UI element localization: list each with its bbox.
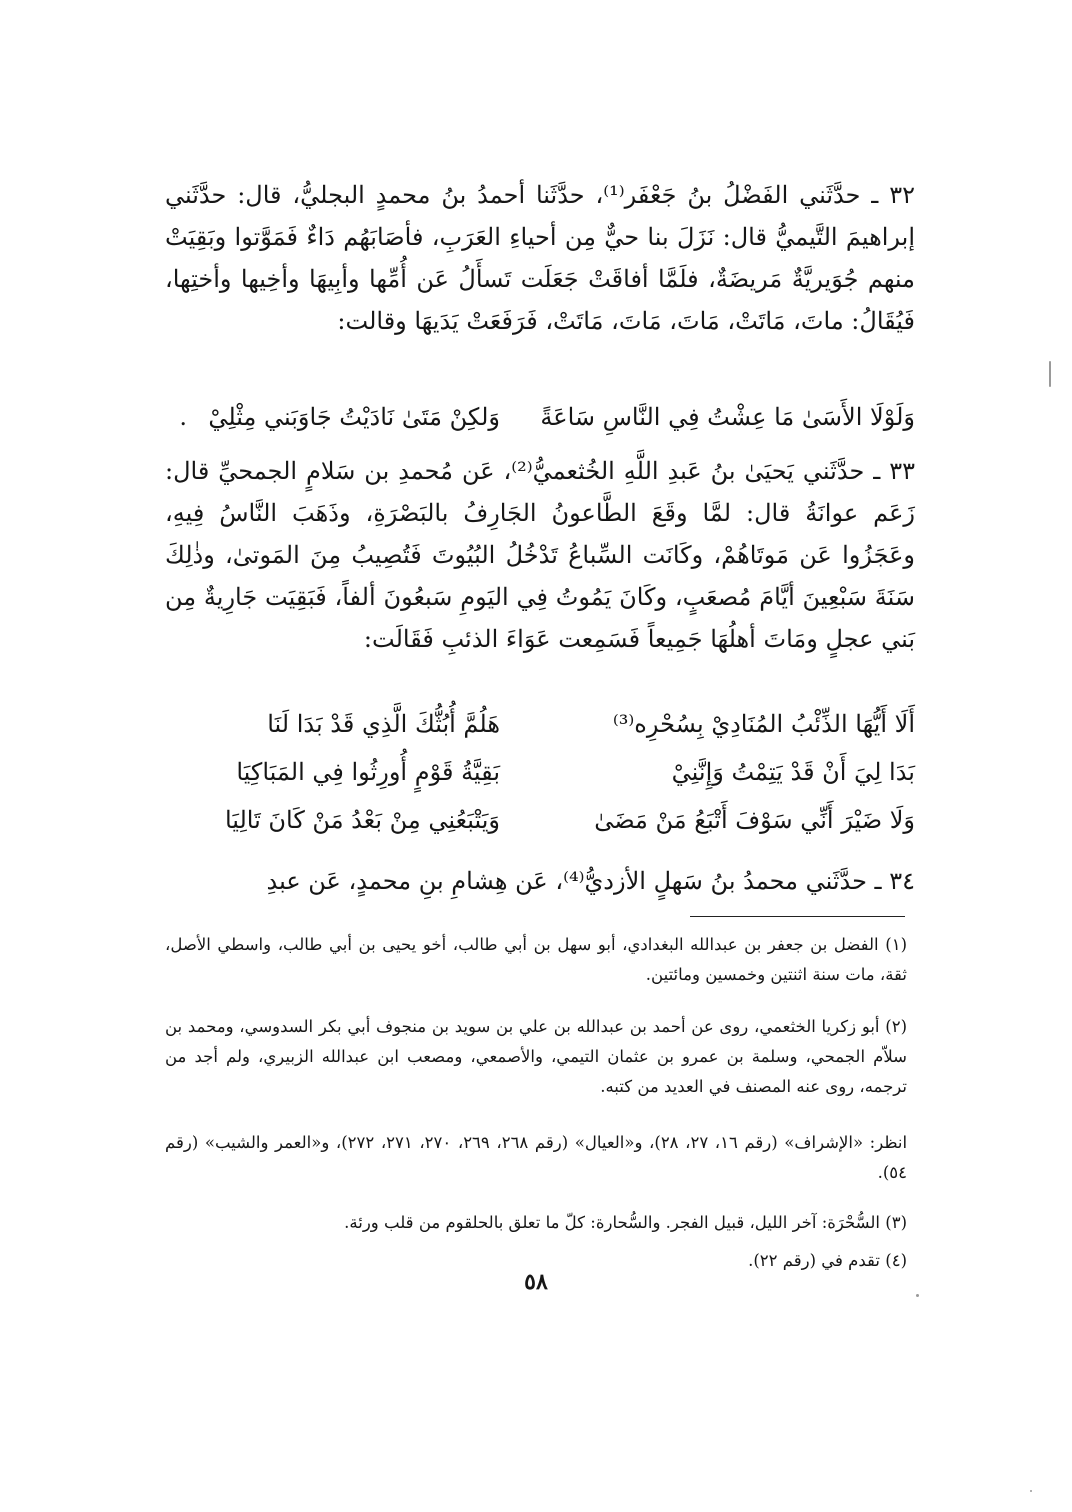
- verse-second-hemistich: وَيَتْبَعُنِي مِنْ بَعْدُ مَنْ كَانَ تَالِيَا: [224, 806, 500, 834]
- poem-33-line-2: [165, 752, 915, 792]
- footnote-1: (١) الفضل بن جعفر بن عبدالله البغدادي، أبو سهل بن أبي طالب، أخو يحيى بن أبي طالب، واسطي الأصل، ثقة، مات سنة اثنتين وخمسين ومائتين.: [165, 935, 907, 984]
- poem-33-line-3: [165, 800, 915, 840]
- footnote-separator: [690, 916, 905, 917]
- verse-end-mark: .: [179, 403, 187, 431]
- verse-second-hemistich: وَلكِنْ مَتَىٰ نَادَيْتُ جَاوَبَني مِثْلِيْ: [208, 403, 500, 431]
- verse-second-hemistich: بَقِيَّةُ قَوْمٍ أُورِثُوا فِي المَبَاكِيَا: [236, 758, 500, 786]
- scan-speck: [916, 1294, 919, 1297]
- scan-speck: [1030, 1490, 1032, 1492]
- scan-speck: [1049, 361, 1051, 387]
- poem-33-line-1: [165, 704, 915, 744]
- footnote-4: (٤) تقدم في (رقم ٢٢).: [748, 1251, 907, 1270]
- footnote-2: (٢) أبو زكريا الخثعمي، روى عن أحمد بن عبدالله بن علي بن سويد بن منجوف أبي بكر السدوسي، ومحمد بن سلاّم الجمحي، وسلمة بن عمرو بن عثمان التيمي، والأصمعي، ومصعب ابن عبدالله الزبيري، ولم أجد من ترجمه، روى عنه المصنف في العديد من كتبه.: [165, 1017, 907, 1096]
- verse-first-hemistich: بَدَا لِيَ أَنْ قَدْ يَتِمْتُ وَإِنَّنِيْ: [671, 758, 915, 786]
- footnote-2-references: انظر: «الإشراف» (رقم ١٦، ٢٧، ٢٨)، و«العيال» (رقم ٢٦٨، ٢٦٩، ٢٧٠، ٢٧١، ٢٧٢)، و«العمر والشيب» (رقم ٥٤).: [165, 1133, 908, 1182]
- section-34-paragraph: ٣٤ ـ حدَّثَني محمدُ بنُ سَهلٍ الأزديُّ⁽⁴⁾، عَن هِشامِ بنِ محمدٍ، عَن عبدِ: [266, 867, 915, 895]
- section-32-paragraph: ٣٢ ـ حدَّثَني الفَضْلُ بنُ جَعْفَر⁽¹⁾، حدَّثَنا أحمدُ بنُ محمدٍ البجليُّ، قال: حدَّثَني إبراهيمَ التَّيميُّ قال: نَزَلَ بنا حيٌّ مِن أحياءِ العَرَبِ، فأصَابَهُم دَاءٌ فَمَوَّتوا وبَقِيَتْ منهم جُوَيريَّةٌ مَريضَةٌ، فلَمَّا أفاقَتْ جَعَلَت تَسأَلُ عَن أُمِّها وأبِيهَا وأخِيها وأختِها، فَيُقَالُ: ماتَ، مَاتَتْ، مَاتَ، مَاتَ، مَاتَتْ، فَرَفَعَتْ يَدَيهَا وقالت:: [165, 181, 915, 335]
- section-33-paragraph: ٣٣ ـ حدَّثَني يَحيَىٰ بنُ عَبدِ اللَّهِ الخُثعميُّ⁽²⁾، عَن مُحمدِ بن سَلامٍ الجمحيِّ قال: زَعَم عوانَةُ قال: لمَّا وقَعَ الطَّاعونُ الجَارِفُ بالبَصْرَةِ، وذَهَبَ النَّاسُ فِيهِ، وعَجَزُوا عَن مَوتَاهُمْ، وكَانَت السِّباعُ تَدْخُلُ البُيُوتَ فَتُصِيبُ مِنَ المَوتىٰ، وذٰلِكَ سَنَةَ سَبْعِينَ أيَّامَ مُصعَبٍ، وكَانَ يَمُوتُ فِي اليَومِ سَبعُونَ ألفاً، فَبَقِيَت جَارِيةٌ مِن بَني عجلٍ ومَاتَ أهلُهَا جَمِيعاً فَسَمِعت عَوَاءَ الذئبِ فَقَالَت:: [165, 457, 915, 653]
- verse-first-hemistich: وَلَا ضَيْرَ أَنِّي سَوْفَ أَتْبَعُ مَنْ مَضَىٰ: [594, 806, 915, 834]
- verse-first-hemistich: وَلَوْلَا الأَسَىٰ مَا عِشْتُ فِي النَّاسِ سَاعَةً: [540, 403, 915, 431]
- footnote-3: (٣) السُّحْرَة: آخر الليل، قبيل الفجر. والسُّحارة: كلّ ما تعلق بالحلقوم من قلب ورئة.: [344, 1213, 907, 1232]
- page-number: ٥٨: [524, 1269, 548, 1295]
- verse-32-line: [165, 397, 915, 437]
- verse-second-hemistich: هَلُمَّ أُبُثُّكَ الَّذِي قَدْ بَدَا لَنَا: [267, 710, 500, 738]
- verse-first-hemistich: أَلَا أَيُّهَا الذِّئْبُ المُنَادِيْ بِسُحْرِه⁽³⁾: [612, 710, 915, 738]
